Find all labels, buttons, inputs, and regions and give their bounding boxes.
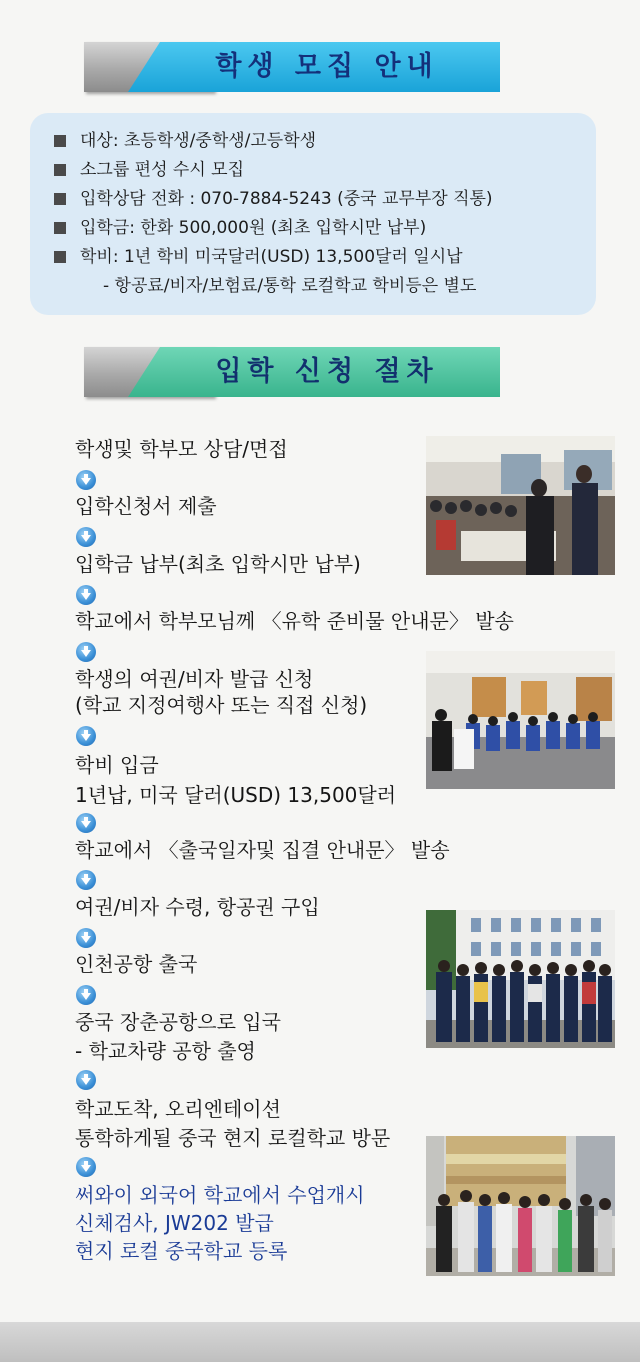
- recruit-title: 학생 모집 안내: [215, 51, 439, 82]
- step-text: 학교도착, 오리엔테이션: [75, 1097, 281, 1121]
- step-text: 인천공항 출국: [75, 952, 198, 976]
- step-text: 학생의 여권/비자 발급 신청: [75, 667, 314, 691]
- down-arrow-circle-icon: [76, 470, 96, 490]
- step-text: 학비 입금: [75, 753, 159, 777]
- recruit-banner: [84, 42, 500, 92]
- step-text-final: 현지 로컬 중국학교 등록: [75, 1239, 288, 1263]
- down-arrow-circle-icon: [76, 813, 96, 833]
- recruit-item: 입학금: 한화 500,000원 (최초 입학시만 납부): [80, 217, 426, 239]
- square-bullet-icon: [54, 164, 66, 176]
- photo-group-outdoor: [426, 910, 615, 1048]
- down-arrow-circle-icon: [76, 1070, 96, 1090]
- photo-students-campus: [426, 1136, 615, 1276]
- recruit-sub-item: - 항공료/비자/보험료/통학 로컬학교 학비등은 별도: [103, 276, 477, 296]
- step-text: 학생및 학부모 상담/면접: [75, 437, 288, 461]
- step-text: 통학하게될 중국 현지 로컬학교 방문: [75, 1126, 391, 1150]
- step-text: 입학신청서 제출: [75, 494, 217, 518]
- bottom-band: [0, 1322, 640, 1362]
- recruit-item: 입학상담 전화 : 070-7884-5243 (중국 교무부장 직통): [80, 188, 493, 210]
- down-arrow-circle-icon: [76, 1157, 96, 1177]
- down-arrow-circle-icon: [76, 726, 96, 746]
- down-arrow-circle-icon: [76, 870, 96, 890]
- step-text: 입학금 납부(최초 입학시만 납부): [75, 552, 361, 576]
- step-text: 학교에서 〈출국일자및 집결 안내문〉 발송: [75, 838, 450, 862]
- recruit-info-box: [30, 113, 596, 315]
- recruit-item: 대상: 초등학생/중학생/고등학생: [80, 130, 316, 152]
- down-arrow-circle-icon: [76, 585, 96, 605]
- photo-classroom-session: [426, 651, 615, 789]
- square-bullet-icon: [54, 193, 66, 205]
- procedure-title: 입학 신청 절차: [215, 356, 439, 387]
- square-bullet-icon: [54, 251, 66, 263]
- down-arrow-circle-icon: [76, 642, 96, 662]
- down-arrow-circle-icon: [76, 527, 96, 547]
- recruit-item: 학비: 1년 학비 미국달러(USD) 13,500달러 일시납: [80, 246, 463, 268]
- step-text-final: 써와이 외국어 학교에서 수업개시: [75, 1183, 365, 1207]
- step-text-final: 신체검사, JW202 발급: [75, 1211, 274, 1235]
- recruit-item: 소그룹 편성 수시 모집: [80, 159, 244, 181]
- step-text: - 학교차량 공항 출영: [75, 1039, 256, 1063]
- procedure-banner: [84, 347, 500, 397]
- down-arrow-circle-icon: [76, 985, 96, 1005]
- square-bullet-icon: [54, 135, 66, 147]
- step-text: 중국 장춘공항으로 입국: [75, 1010, 281, 1034]
- step-text: 1년납, 미국 달러(USD) 13,500달러: [75, 783, 397, 807]
- photo-consultation-meeting: [426, 436, 615, 575]
- down-arrow-circle-icon: [76, 928, 96, 948]
- step-text: 학교에서 학부모님께 〈유학 준비물 안내문〉 발송: [75, 609, 514, 633]
- step-text: 여권/비자 수령, 항공권 구입: [75, 895, 320, 919]
- step-text: (학교 지정여행사 또는 직접 신청): [75, 693, 368, 717]
- square-bullet-icon: [54, 222, 66, 234]
